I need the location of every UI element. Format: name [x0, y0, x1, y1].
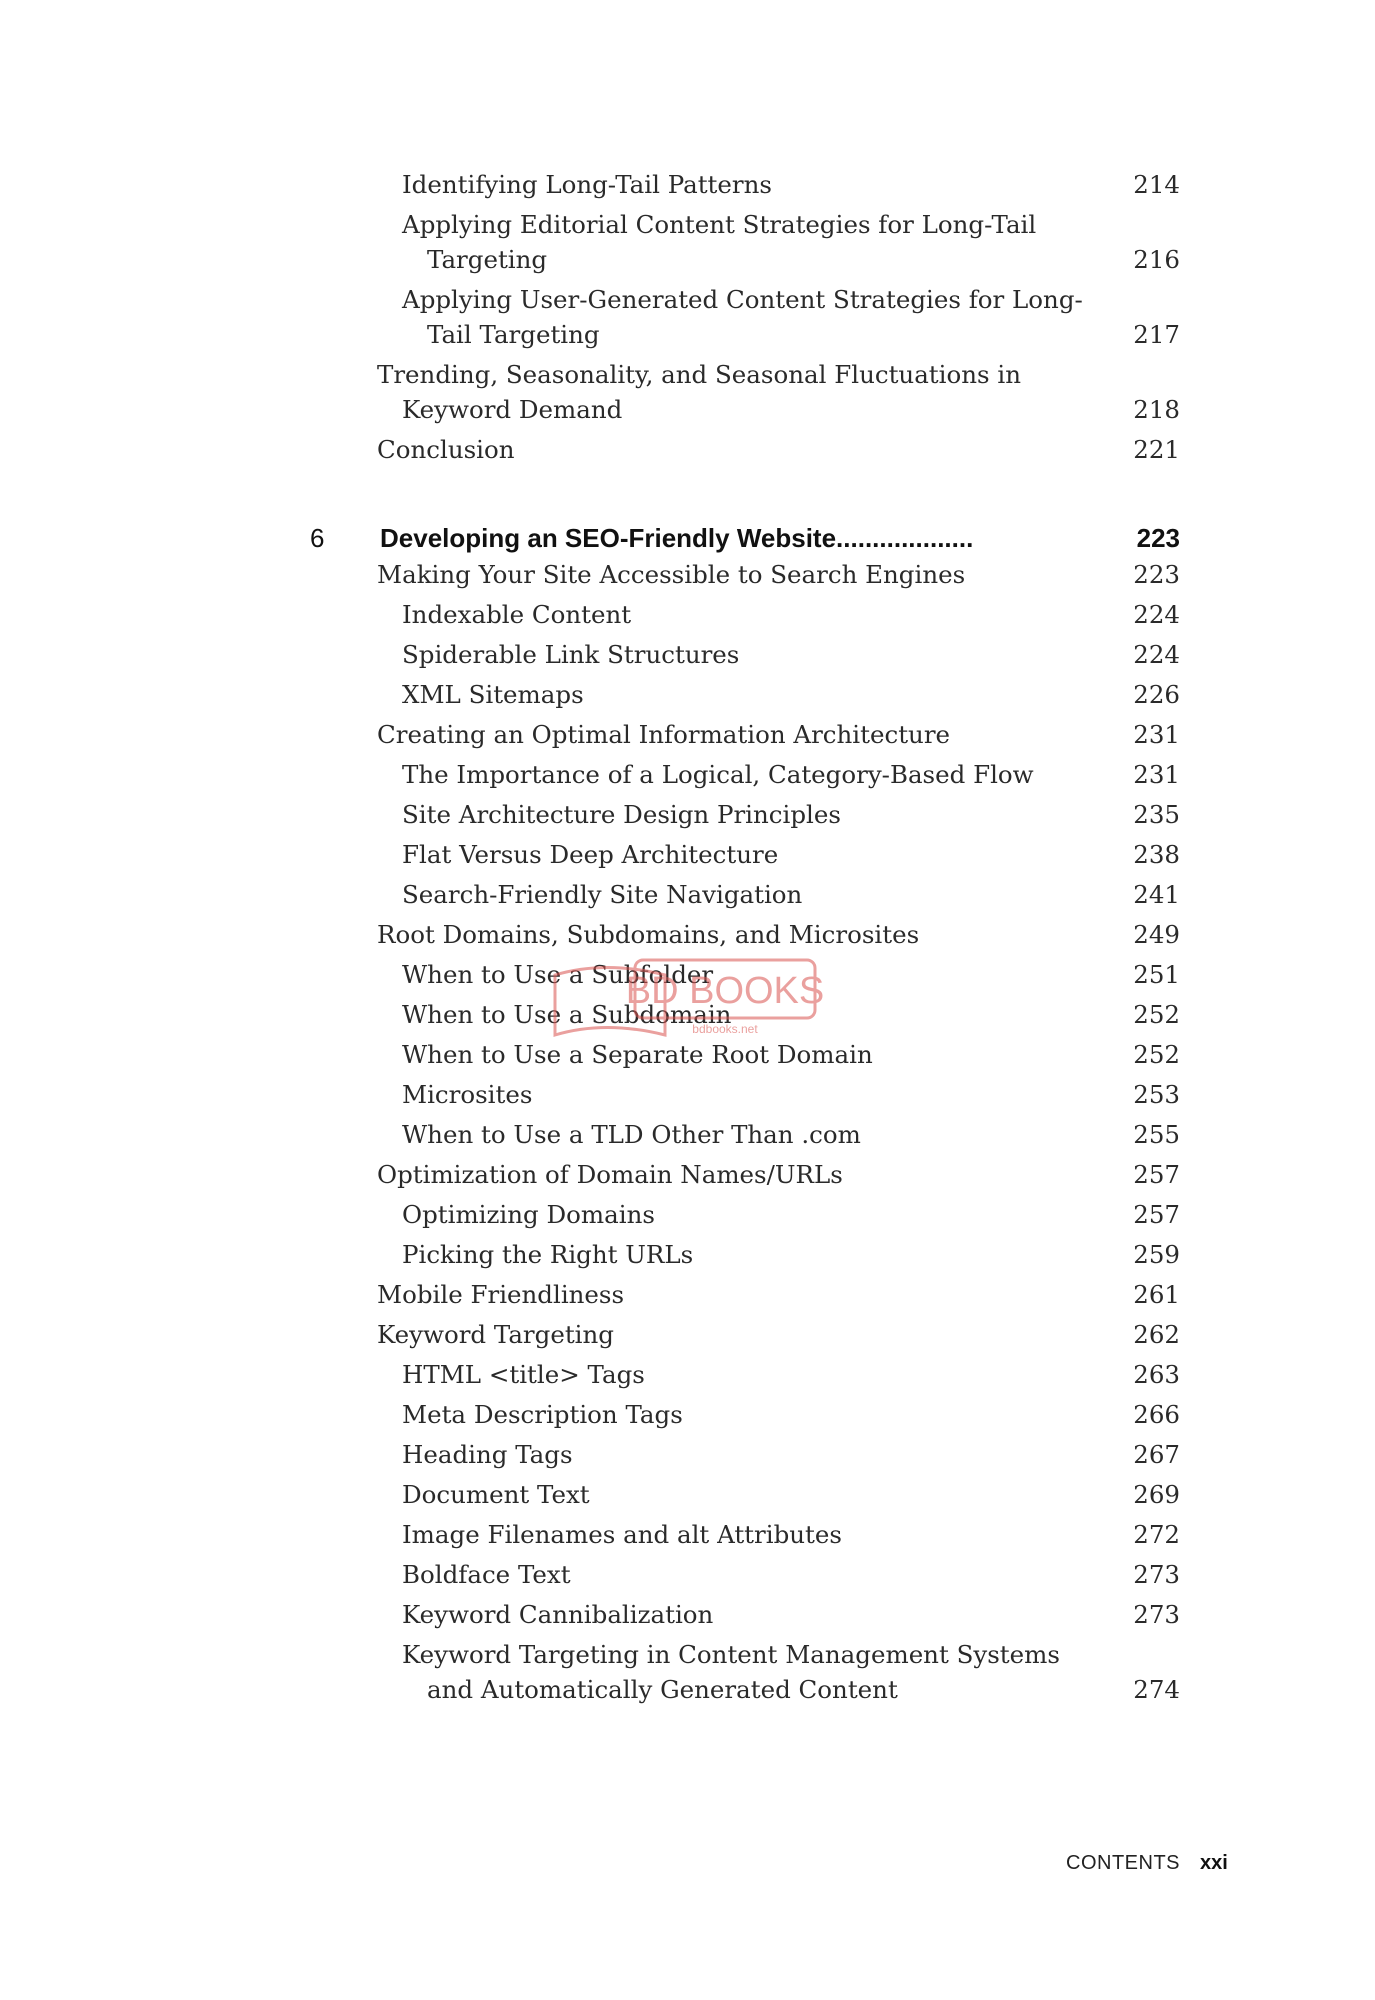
toc-entry-title: Applying User-Generated Content Strategies for Long- — [402, 285, 1083, 314]
toc-page-number: 224 — [1133, 600, 1180, 629]
toc-page-number: 267 — [1133, 1440, 1180, 1469]
toc-entry-title: HTML <title> Tags — [402, 1360, 645, 1389]
footer-page-folio: xxi — [1200, 1852, 1228, 1874]
toc-entry-title: Picking the Right URLs — [402, 1240, 694, 1269]
toc-page-number: 231 — [1133, 760, 1180, 789]
toc-entry-title: Flat Versus Deep Architecture — [402, 840, 779, 869]
toc-page-number: 259 — [1133, 1240, 1180, 1269]
toc-page-number: 269 — [1133, 1480, 1180, 1509]
toc-page-number: 226 — [1133, 680, 1180, 709]
toc-page-number: 238 — [1133, 840, 1180, 869]
toc-entry-title: Heading Tags — [402, 1440, 573, 1469]
toc-entry-title: Boldface Text — [402, 1560, 571, 1589]
toc-entry-title-continued: Tail Targeting — [427, 320, 600, 349]
toc-entry-title: Keyword Cannibalization — [402, 1600, 714, 1629]
toc-entry-title: Applying Editorial Content Strategies for Long-Tail — [402, 210, 1037, 239]
toc-entry-title: Image Filenames and alt Attributes — [402, 1520, 842, 1549]
toc-page-number: 272 — [1133, 1520, 1180, 1549]
toc-page-number: 257 — [1133, 1200, 1180, 1229]
toc-page-number: 223 — [1133, 560, 1180, 589]
toc-entry-title: Keyword Targeting in Content Management Systems — [402, 1640, 1060, 1669]
toc-entry-title: When to Use a TLD Other Than .com — [402, 1120, 861, 1149]
toc-entry-title: Optimization of Domain Names/URLs — [377, 1160, 843, 1189]
toc-entry-title: Mobile Friendliness — [377, 1280, 625, 1309]
chapter-number: 6 — [310, 523, 325, 553]
toc-page-number: 217 — [1133, 320, 1180, 349]
watermark-subtext: bdbooks.net — [692, 1022, 758, 1036]
footer-section-label: CONTENTS — [1066, 1852, 1180, 1874]
toc-entry-title: Conclusion — [377, 435, 515, 464]
toc-page-number: 216 — [1133, 245, 1180, 274]
toc-entry-title: Optimizing Domains — [402, 1200, 655, 1229]
toc-entry-title: When to Use a Separate Root Domain — [402, 1040, 873, 1069]
toc-entry-title: Root Domains, Subdomains, and Microsites — [377, 920, 920, 949]
toc-entry-title: When to Use a Subdomain — [402, 1000, 732, 1029]
watermark-logo — [545, 955, 835, 1045]
toc-entry-title: Search-Friendly Site Navigation — [402, 880, 803, 909]
toc-entry-title: Meta Description Tags — [402, 1400, 683, 1429]
chapter-title-text: Developing an SEO-Friendly Website. — [380, 523, 844, 553]
toc-entry-title: Spiderable Link Structures — [402, 640, 740, 669]
toc-page-number: 263 — [1133, 1360, 1180, 1389]
toc-entry-title: Making Your Site Accessible to Search Engines — [377, 560, 966, 589]
toc-page-number: 274 — [1133, 1675, 1180, 1704]
toc-page-number: 235 — [1133, 800, 1180, 829]
toc-page-number: 224 — [1133, 640, 1180, 669]
toc-page-number: 214 — [1133, 170, 1180, 199]
watermark-text: BD BOOKS — [625, 970, 825, 1012]
toc-page-number: 241 — [1133, 880, 1180, 909]
toc-entry-title: Site Architecture Design Principles — [402, 800, 841, 829]
toc-page-number: 252 — [1133, 1000, 1180, 1029]
toc-entry-title: Creating an Optimal Information Architecture — [377, 720, 951, 749]
toc-page-number: 218 — [1133, 395, 1180, 424]
toc-entry-title: Trending, Seasonality, and Seasonal Fluctuations in — [377, 360, 1021, 389]
toc-page-number: 273 — [1133, 1560, 1180, 1589]
toc-entry-title-continued: Keyword Demand — [402, 395, 623, 424]
toc-entry-title: Indexable Content — [402, 600, 632, 629]
toc-entry-title: Document Text — [402, 1480, 590, 1509]
toc-page-number: 273 — [1133, 1600, 1180, 1629]
toc-page-number: 261 — [1133, 1280, 1180, 1309]
chapter-title[interactable] — [380, 521, 1110, 555]
toc-page-number: 221 — [1133, 435, 1180, 464]
toc-entry-title-continued: and Automatically Generated Content — [427, 1675, 898, 1704]
toc-entry-title: Identifying Long-Tail Patterns — [402, 170, 772, 199]
toc-page-number: 253 — [1133, 1080, 1180, 1109]
chapter-leader-dots: .................. — [843, 523, 974, 553]
chapter-page-number: 223 — [1136, 523, 1180, 553]
toc-entry-title: Keyword Targeting — [377, 1320, 614, 1349]
toc-entry-title-continued: Targeting — [427, 245, 548, 274]
toc-page-number: 262 — [1133, 1320, 1180, 1349]
toc-page-number: 231 — [1133, 720, 1180, 749]
toc-page-number: 252 — [1133, 1040, 1180, 1069]
toc-entry-title: The Importance of a Logical, Category-Based Flow — [402, 760, 1034, 789]
toc-page-number: 251 — [1133, 960, 1180, 989]
toc-page-number: 266 — [1133, 1400, 1180, 1429]
toc-page-number: 255 — [1133, 1120, 1180, 1149]
toc-page-number: 249 — [1133, 920, 1180, 949]
toc-entry-title: XML Sitemaps — [402, 680, 584, 709]
toc-entry-title: Microsites — [402, 1080, 533, 1109]
toc-entry-title: When to Use a Subfolder — [402, 960, 714, 989]
toc-page-number: 257 — [1133, 1160, 1180, 1189]
